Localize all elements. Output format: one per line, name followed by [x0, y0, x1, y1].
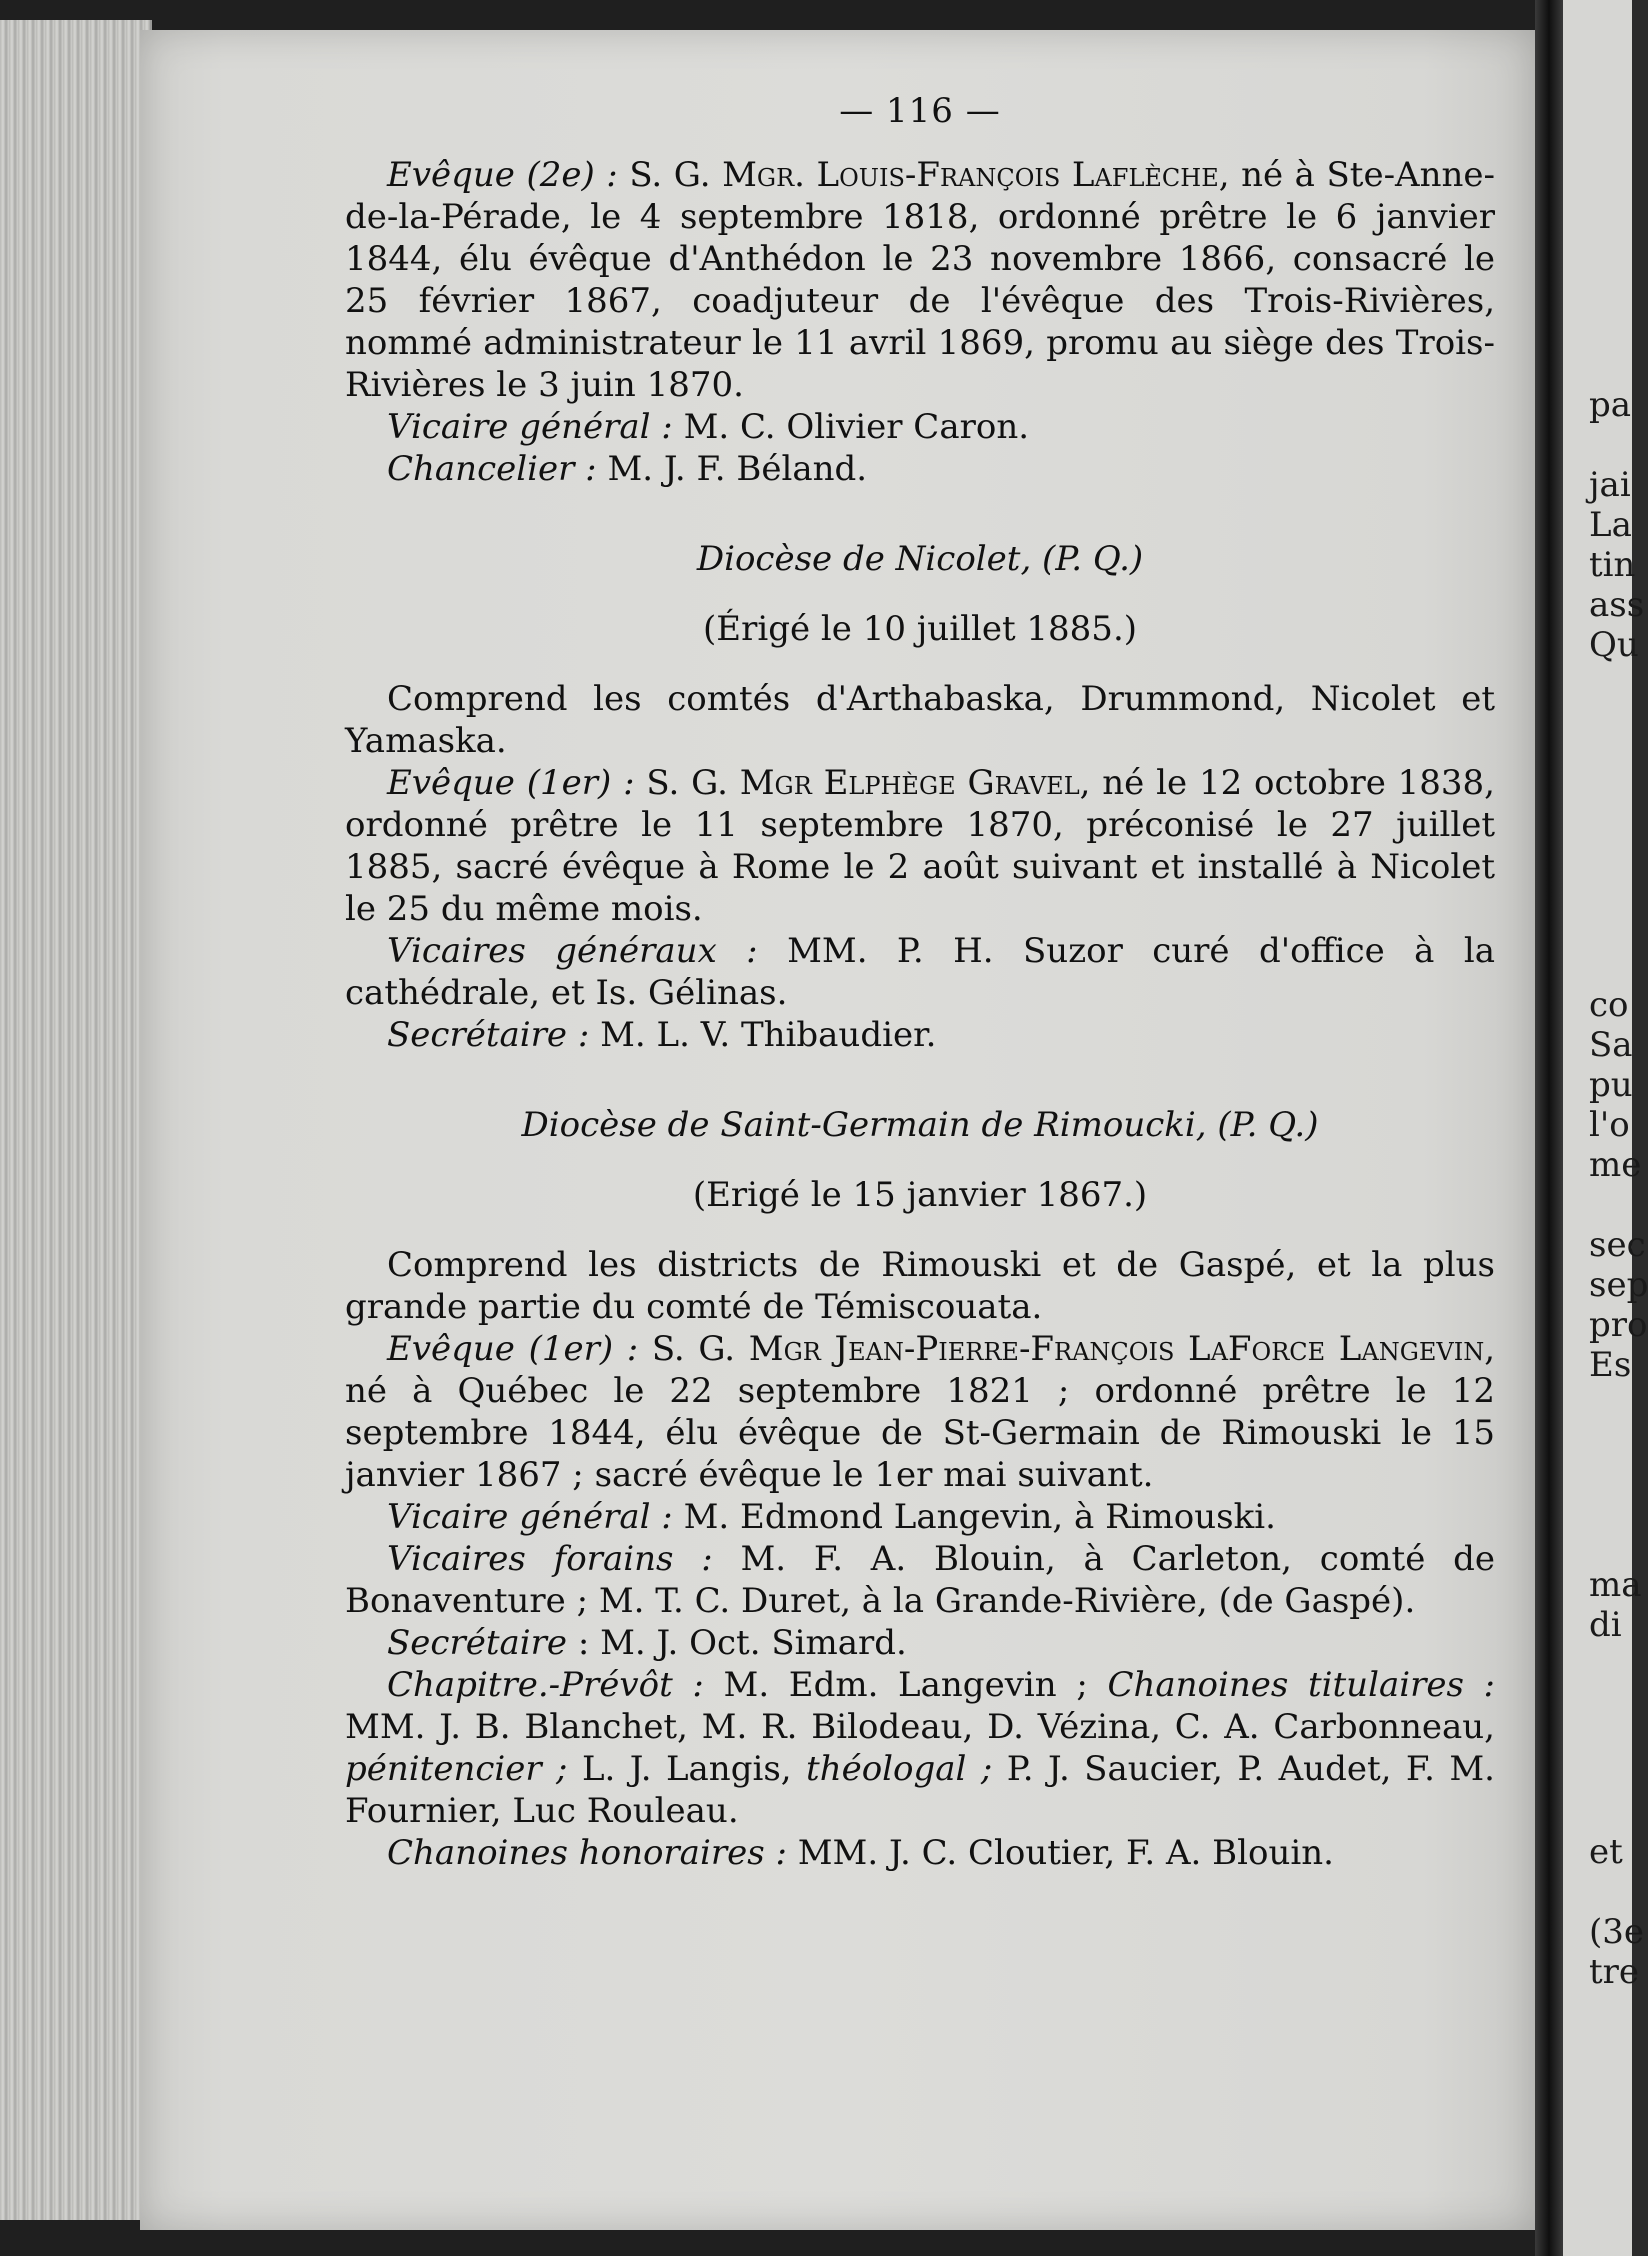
- forains-text: M. F. A. Blouin, à Carleton, comté de Bonaventure ; M. T. C. Duret, à la Grande-Rivière, (de Gaspé).: [345, 1539, 1495, 1621]
- vicaire-text: M. Edmond Langevin, à Rimouski.: [683, 1497, 1276, 1537]
- next-page-fragment: sep: [1589, 1265, 1648, 1305]
- rimouski-secretaire-line: [345, 1622, 1495, 1664]
- next-page-edge: [1563, 0, 1648, 2256]
- vicaire-label: Vicaire général :: [387, 407, 673, 447]
- next-page-fragment: ma: [1589, 1565, 1642, 1605]
- vicaire-label: Vicaire général :: [387, 1497, 673, 1537]
- nicolet-comprend: Comprend les comtés d'Arthabaska, Drummond, Nicolet et Yamaska.: [345, 679, 1495, 761]
- eveque-name: Mgr Elphège Gravel,: [739, 763, 1091, 803]
- chanoines-honoraires-label: Chanoines honoraires :: [387, 1833, 787, 1873]
- vicaires-text: MM. P. H. Suzor curé d'office à la cathédrale, et Is. Gélinas.: [345, 931, 1495, 1013]
- eveque-prefix: S. G.: [629, 155, 711, 195]
- rimouski-vicaire-line: [345, 1496, 1495, 1538]
- secretaire-label: Secrétaire :: [387, 1015, 590, 1055]
- chancelier-label: Chancelier :: [387, 449, 597, 489]
- rimouski-eveque-paragraph: [345, 1328, 1495, 1496]
- vicaires-label: Vicaires généraux :: [387, 931, 758, 971]
- chapitre-text: L. J. Langis,: [581, 1749, 792, 1789]
- vicaire-text: M. C. Olivier Caron.: [683, 407, 1030, 447]
- page-text: [345, 90, 1495, 1874]
- next-page-fragment: tin: [1589, 545, 1636, 585]
- eveque-name: Mgr. Louis-François Laflèche,: [722, 155, 1230, 195]
- penitencier-label: pénitencier ;: [345, 1749, 568, 1789]
- chanoines-honoraires-text: MM. J. C. Cloutier, F. A. Blouin.: [797, 1833, 1334, 1873]
- eveque-name: Mgr Jean-Pierre-François LaForce Langevin,: [748, 1329, 1496, 1369]
- next-page-fragment: pu: [1589, 1065, 1633, 1105]
- nicolet-eveque-paragraph: [345, 762, 1495, 930]
- nicolet-erige: (Érigé le 10 juillet 1885.): [702, 609, 1138, 649]
- next-page-fragment: co: [1589, 985, 1629, 1025]
- next-page-fragment: ass: [1589, 585, 1645, 625]
- eveque-label: Evêque (1er) :: [387, 1329, 639, 1369]
- chapitre-text: P. J. Saucier, P. Audet, F. M. Fournier, Luc Rouleau.: [345, 1749, 1495, 1831]
- secretaire-text: M. L. V. Thibaudier.: [600, 1015, 937, 1055]
- rimouski-comprend: Comprend les districts de Rimouski et de Gaspé, et la plus grande partie du comté de Témiscouata.: [345, 1245, 1495, 1327]
- secretaire-label: Secrétaire: [387, 1623, 568, 1663]
- eveque-text: né à Ste-Anne-de-la-Pérade, le 4 septembre 1818, ordonné prêtre le 6 janvier 1844, élu évêque d'Anthédon le 23 novembre 1866, consacré le 25 février 1867, coadjuteur de l'évêque des Trois-Rivières, nommé administrateur le 11 avril 1869, promu au siège des Trois-Rivières le 3 juin 1870.: [345, 155, 1496, 405]
- book-gutter: [1535, 0, 1563, 2256]
- eveque-trois-rivieres-paragraph: [345, 154, 1495, 406]
- next-page-fragment: pro: [1589, 1305, 1648, 1345]
- chancelier-line: [345, 448, 1495, 490]
- secretaire-text: : M. J. Oct. Simard.: [577, 1623, 907, 1663]
- eveque-label: Evêque (1er) :: [387, 763, 635, 803]
- theologal-label: théologal ;: [806, 1749, 993, 1789]
- eveque-prefix: S. G.: [646, 763, 728, 803]
- next-page-fragment: et: [1589, 1832, 1623, 1872]
- next-page-fragment: Qu: [1589, 625, 1639, 665]
- next-page-fragment: Sa: [1589, 1025, 1633, 1065]
- nicolet-vicaires-line: [345, 930, 1495, 1014]
- eveque-label: Evêque (2e) :: [387, 155, 618, 195]
- next-page-fragment: tre: [1589, 1952, 1640, 1992]
- rimouski-chapitre-paragraph: [345, 1664, 1495, 1832]
- chanoines-titulaires-label: Chanoines titulaires :: [1107, 1665, 1496, 1705]
- nicolet-heading: Diocèse de Nicolet, (P. Q.): [696, 539, 1144, 579]
- next-page-fragment: sec: [1589, 1225, 1646, 1265]
- rimouski-forains-paragraph: [345, 1538, 1495, 1622]
- eveque-prefix: S. G.: [651, 1329, 736, 1369]
- next-page-fragment: La: [1589, 505, 1632, 545]
- next-page-fragment: di: [1589, 1605, 1622, 1645]
- nicolet-secretaire-line: [345, 1014, 1495, 1056]
- rimouski-chanoines-honoraires-line: [345, 1832, 1495, 1874]
- page-number: — 116 —: [839, 91, 1001, 131]
- rimouski-erige: (Erigé le 15 janvier 1867.): [692, 1175, 1148, 1215]
- next-page-fragment: pa: [1589, 385, 1632, 425]
- eveque-text: né à Québec le 22 septembre 1821 ; ordonné prêtre le 12 septembre 1844, élu évêque de St-Germain de Rimouski le 15 janvier 1867 ; sacré évêque le 1er mai suivant.: [345, 1371, 1495, 1495]
- chapitre-text: MM. J. B. Blanchet, M. R. Bilodeau, D. Vézina, C. A. Carbonneau,: [345, 1707, 1495, 1747]
- page-edges: [0, 20, 152, 2220]
- next-page-fragment: (3e: [1589, 1912, 1645, 1952]
- next-page-fragment: Es: [1589, 1345, 1632, 1385]
- vicaire-general-line: [345, 406, 1495, 448]
- chancelier-text: M. J. F. Béland.: [607, 449, 868, 489]
- chapitre-text: M. Edm. Langevin ;: [723, 1665, 1088, 1705]
- next-page-fragment: me: [1589, 1145, 1642, 1185]
- rimouski-heading: Diocèse de Saint-Germain de Rimoucki, (P. Q.): [521, 1105, 1319, 1145]
- next-page-fragment: l'o: [1589, 1105, 1630, 1145]
- eveque-text: né le 12 octobre 1838, ordonné prêtre le 11 septembre 1870, préconisé le 27 juillet 1885, sacré évêque à Rome le 2 août suivant et installé à Nicolet le 25 du même mois.: [345, 763, 1495, 929]
- forains-label: Vicaires forains :: [387, 1539, 713, 1579]
- chapitre-label: Chapitre.-Prévôt :: [387, 1665, 704, 1705]
- next-page-fragment: jai: [1589, 465, 1631, 505]
